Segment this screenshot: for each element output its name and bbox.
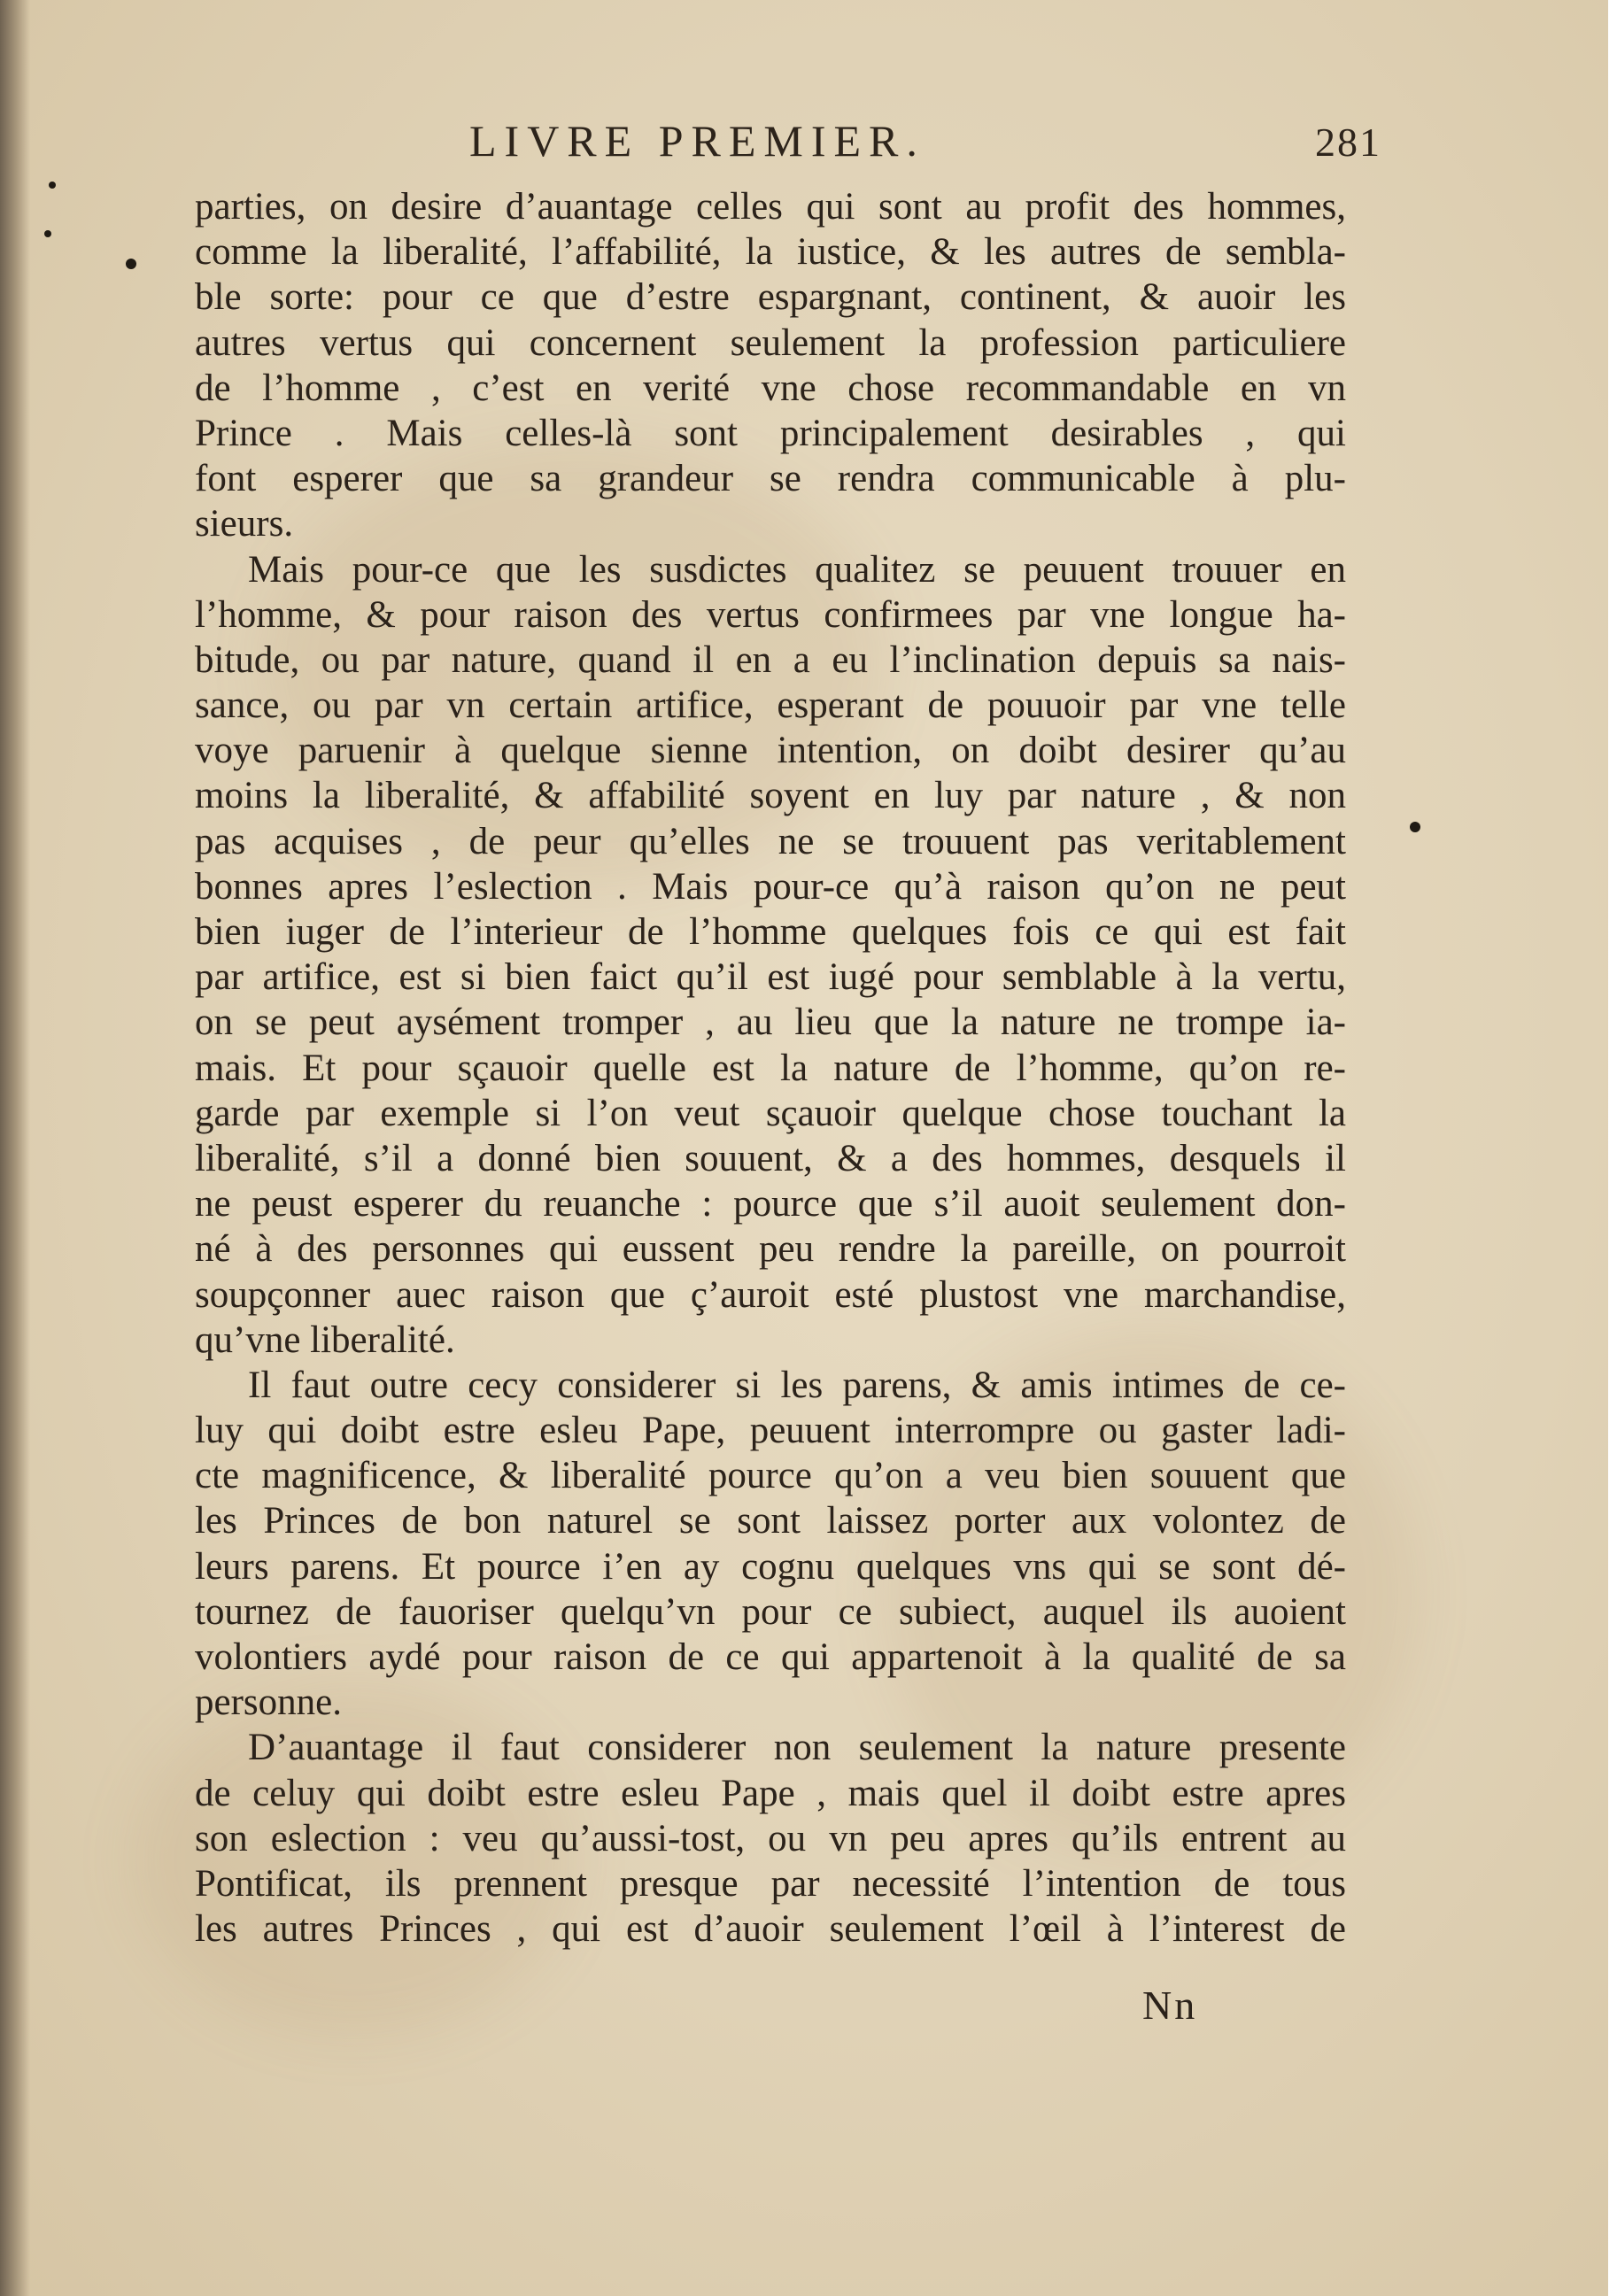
- body-text: [195, 184, 1346, 1952]
- text-line: de celuy qui doibt estre esleu Pape , mais quel il doibt estre apres: [195, 1772, 1346, 1814]
- ink-spot: [49, 182, 56, 189]
- text-line: leurs parens. Et pource i’en ay cognu quelques vns qui se sont dé-: [195, 1545, 1346, 1588]
- text-line: liberalité, s’il a donné bien souuent, & a des hommes, desquels il: [195, 1137, 1346, 1179]
- text-line: volontiers aydé pour raison de ce qui appartenoit à la qualité de sa: [195, 1636, 1346, 1678]
- text-line: de l’homme , c’est en verité vne chose recommandable en vn: [195, 367, 1346, 409]
- text-line: ble sorte: pour ce que d’estre espargnant, continent, & auoir les: [195, 276, 1346, 319]
- text-line: qu’vne liberalité.: [195, 1318, 455, 1361]
- page-header: [469, 115, 1381, 177]
- text-line: Prince . Mais celles-là sont principalement desirables , qui: [195, 412, 1346, 454]
- ink-spot: [126, 259, 136, 269]
- page-right-edge: [1608, 0, 1617, 2296]
- text-line: l’homme, & pour raison des vertus confirmees par vne longue ha-: [195, 593, 1346, 636]
- text-line: voye paruenir à quelque sienne intention, on doibt desirer qu’au: [195, 730, 1346, 772]
- text-line: les autres Princes , qui est d’auoir seulement l’œil à l’interest de: [195, 1908, 1346, 1951]
- text-line: Il faut outre cecy considerer si les parens, & amis intimes de ce-: [248, 1364, 1346, 1406]
- page-number: 281: [1315, 120, 1381, 165]
- text-line: tournez de fauoriser quelqu’vn pour ce subiect, auquel ils auoient: [195, 1590, 1346, 1633]
- text-line: bonnes apres l’eslection . Mais pour-ce qu’à raison qu’on ne peut: [195, 865, 1346, 908]
- text-line: sance, ou par vn certain artifice, esperant de pouuoir par vne telle: [195, 684, 1346, 727]
- ink-spot: [1410, 822, 1420, 832]
- text-line: Mais pour-ce que les susdictes qualitez se peuuent trouuer en: [248, 548, 1346, 591]
- text-line: né à des personnes qui eussent peu rendre la pareille, on pourroit: [195, 1228, 1346, 1271]
- text-line: comme la liberalité, l’affabilité, la iustice, & les autres de sembla-: [195, 231, 1346, 274]
- text-line: garde par exemple si l’on veut sçauoir quelque chose touchant la: [195, 1092, 1346, 1134]
- text-line: font esperer que sa grandeur se rendra communicable à plu-: [195, 458, 1346, 500]
- text-line: pas acquises , de peur qu’elles ne se trouuent pas veritablement: [195, 820, 1346, 862]
- ink-spot: [44, 230, 51, 237]
- text-line: soupçonner auec raison que ç’auroit esté plustost vne marchandise,: [195, 1273, 1346, 1316]
- text-line: parties, on desire d’auantage celles qui sont au profit des hommes,: [195, 186, 1346, 228]
- text-line: on se peut aysément tromper , au lieu que la nature ne trompe ia-: [195, 1001, 1346, 1044]
- text-line: autres vertus qui concernent seulement la profession particuliere: [195, 321, 1346, 364]
- text-line: mais. Et pour sçauoir quelle est la nature de l’homme, qu’on re-: [195, 1047, 1346, 1089]
- text-line: cte magnificence, & liberalité pource qu’on a veu bien souuent que: [195, 1455, 1346, 1497]
- text-line: D’auantage il faut considerer non seulement la nature presente: [248, 1727, 1346, 1769]
- text-line: ne peust esperer du reuanche : pource que s’il auoit seulement don-: [195, 1183, 1346, 1225]
- text-line: moins la liberalité, & affabilité soyent en luy par nature , & non: [195, 775, 1346, 817]
- running-head: LIVRE PREMIER.: [469, 116, 925, 166]
- text-line: Pontificat, ils prennent presque par necessité l’intention de tous: [195, 1862, 1346, 1905]
- text-line: par artifice, est si bien faict qu’il est iugé pour semblable à la vertu,: [195, 956, 1346, 999]
- text-line: bien iuger de l’interieur de l’homme quelques fois ce qui est fait: [195, 911, 1346, 953]
- signature-mark: Nn: [1142, 1983, 1198, 2028]
- text-line: luy qui doibt estre esleu Pape, peuuent interrompre ou gaster ladi-: [195, 1410, 1346, 1452]
- text-line: son eslection : veu qu’aussi-tost, ou vn peu apres qu’ils entrent au: [195, 1817, 1346, 1859]
- text-line: les Princes de bon naturel se sont laissez porter aux volontez de: [195, 1500, 1346, 1542]
- text-line: bitude, ou par nature, quand il en a eu l’inclination depuis sa nais-: [195, 638, 1346, 681]
- page-binding-edge: [0, 0, 30, 2296]
- text-line: sieurs.: [195, 503, 294, 545]
- text-line: personne.: [195, 1681, 342, 1724]
